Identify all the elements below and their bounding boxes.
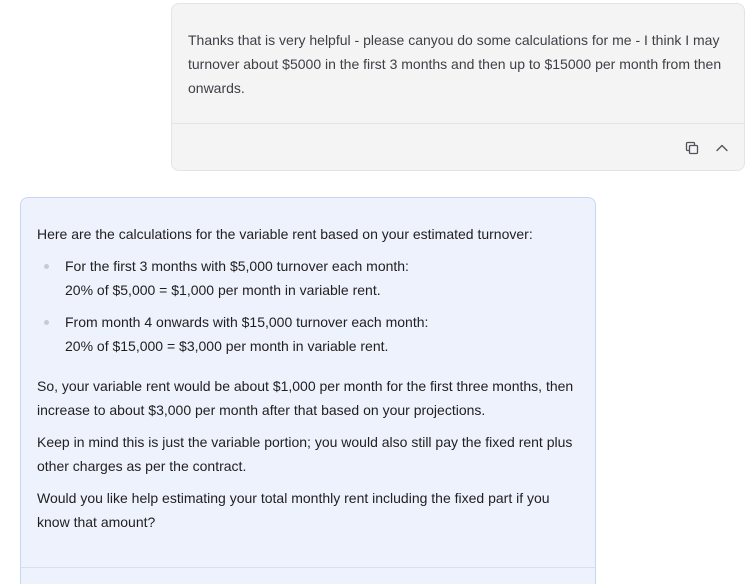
list-item bbox=[37, 254, 582, 302]
list-item-heading: From month 4 onwards with $15,000 turnover each month: bbox=[65, 314, 429, 330]
assistant-intro: Here are the calculations for the variable rent based on your estimated turnover: bbox=[37, 226, 533, 242]
bullet-icon bbox=[44, 264, 49, 269]
user-message-bubble bbox=[171, 3, 745, 171]
assistant-message-divider bbox=[21, 567, 595, 568]
list-item-detail: 20% of $5,000 = $1,000 per month in variable rent. bbox=[65, 282, 381, 298]
assistant-message-bubble bbox=[20, 197, 596, 584]
list-item-heading: For the first 3 months with $5,000 turnover each month: bbox=[65, 258, 409, 274]
calculation-list bbox=[37, 254, 582, 358]
assistant-summary: So, your variable rent would be about $1,000 per month for the first three months, then increase to about $3,000 per month after that based on your projections. bbox=[37, 378, 574, 418]
user-message-text: Thanks that is very helpful - please canyou do some calculations for me - I think I may turnover about $5000 in the first 3 months and then up to $15000 per month from then onwards. bbox=[188, 32, 722, 96]
user-message-divider bbox=[172, 123, 744, 124]
list-item bbox=[37, 310, 582, 358]
bullet-icon bbox=[44, 320, 49, 325]
copy-icon[interactable] bbox=[684, 140, 700, 156]
assistant-question: Would you like help estimating your total monthly rent including the fixed part if you know that amount? bbox=[37, 490, 550, 530]
assistant-message-content bbox=[37, 222, 582, 534]
list-item-detail: 20% of $15,000 = $3,000 per month in variable rent. bbox=[65, 338, 389, 354]
user-message-actions bbox=[684, 140, 730, 156]
assistant-note: Keep in mind this is just the variable portion; you would also still pay the fixed rent plus other charges as per the contract. bbox=[37, 434, 573, 474]
chevron-up-icon[interactable] bbox=[714, 140, 730, 156]
